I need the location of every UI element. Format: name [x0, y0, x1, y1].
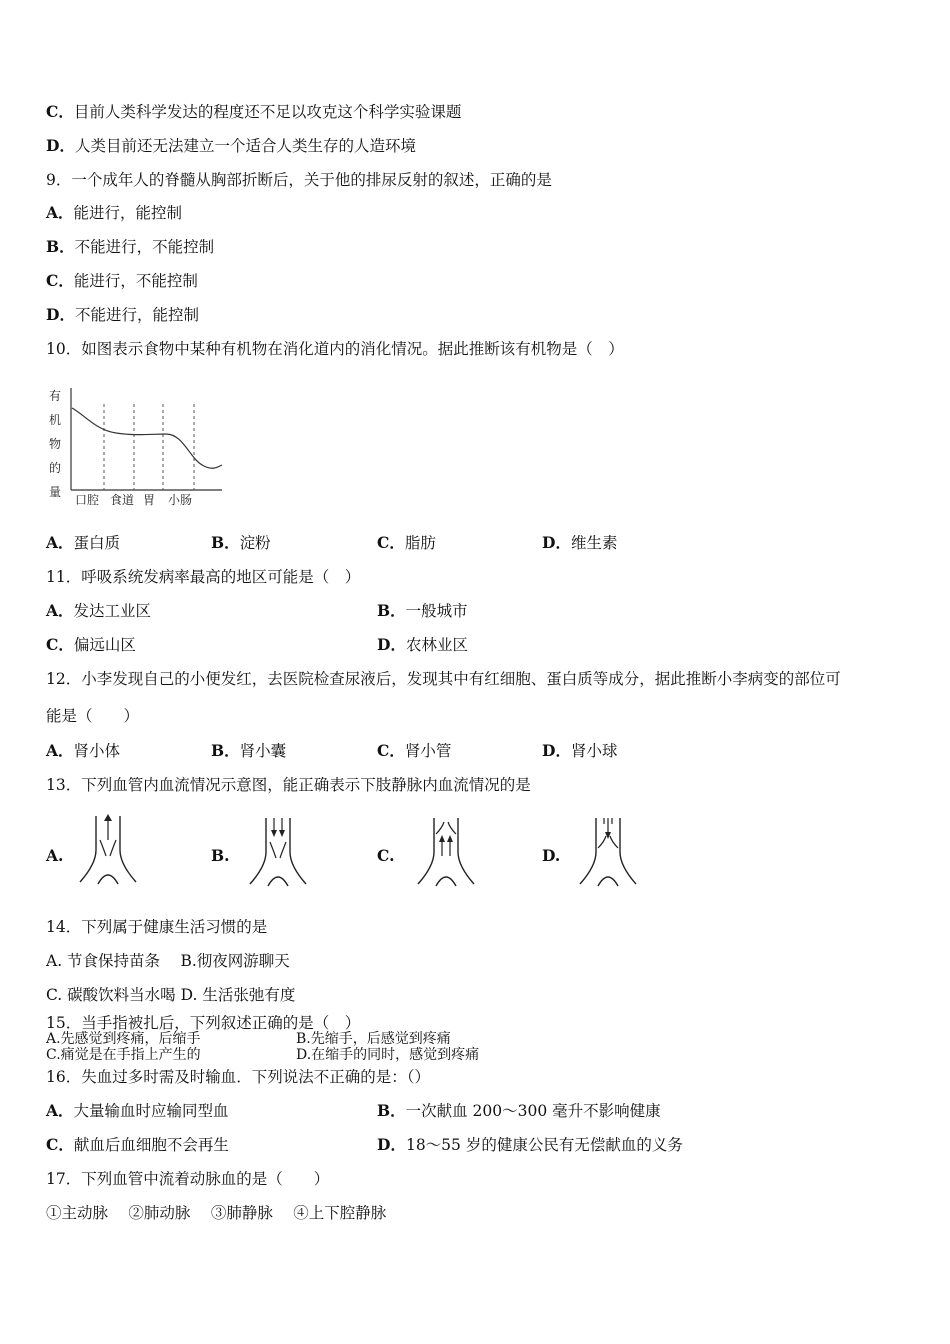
q12-option-c	[377, 741, 451, 761]
q12-option-a-letter: A．	[46, 741, 74, 760]
q8-option-c	[46, 102, 461, 122]
q16-option-b-letter: B．	[377, 1101, 406, 1120]
q12-option-b	[211, 741, 286, 761]
q13-vessel-a	[76, 810, 140, 886]
q9-option-a-letter: A．	[46, 203, 74, 222]
q8-option-c-text: 目前人类科学发达的程度还不足以攻克这个科学实验课题	[73, 103, 462, 121]
q17-stem: 17．下列血管中流着动脉血的是（ ）	[46, 1170, 330, 1188]
q16-option-b	[377, 1101, 661, 1121]
q10-digestion-chart	[44, 382, 234, 512]
q9-option-c-text: 能进行，不能控制	[73, 272, 198, 290]
q9-option-b-text: 不能进行，不能控制	[74, 238, 215, 256]
q10-ylabel-1: 机	[49, 413, 62, 427]
q15-option-d: D.在缩手的同时，感觉到疼痛	[296, 1047, 480, 1063]
q10-option-c	[377, 533, 436, 553]
q8-option-d-letter: D．	[46, 136, 75, 155]
q12-option-c-text: 肾小管	[404, 742, 452, 760]
q14-options-row2: C. 碳酸饮料当水喝 D. 生活张弛有度	[46, 986, 296, 1004]
q10-curve	[72, 408, 222, 468]
q10-option-c-letter: C．	[377, 533, 405, 552]
q13-vessel-d	[576, 812, 640, 888]
q11-option-a-letter: A．	[46, 601, 74, 620]
q11-option-d-letter: D．	[377, 635, 406, 654]
q16-option-d-letter: D．	[377, 1135, 406, 1154]
q13-option-b-letter: B.	[211, 846, 230, 865]
q10-option-c-text: 脂肪	[404, 534, 436, 552]
q10-xlabel-2: 胃	[143, 493, 156, 507]
q8-option-d	[46, 136, 416, 156]
q10-xlabel-1: 食道	[110, 493, 135, 507]
q10-option-a-text: 蛋白质	[73, 534, 121, 552]
q8-option-d-text: 人类目前还无法建立一个适合人类生存的人造环境	[74, 137, 416, 155]
q9-option-d-text: 不能进行，能控制	[74, 306, 199, 324]
q11-option-c	[46, 635, 136, 655]
q12-option-c-letter: C．	[377, 741, 405, 760]
q11-stem: 11．呼吸系统发病率最高的地区可能是（ ）	[46, 568, 361, 586]
q9-option-d-letter: D．	[46, 305, 75, 324]
q12-option-d-letter: D．	[542, 741, 571, 760]
q9-option-a-text: 能进行，能控制	[73, 204, 183, 222]
q16-option-a	[46, 1101, 229, 1121]
q8-option-c-letter: C．	[46, 102, 74, 121]
q12-option-b-letter: B．	[211, 741, 240, 760]
q11-option-c-text: 偏远山区	[73, 636, 136, 654]
q10-option-a	[46, 533, 120, 553]
q12-option-a-text: 肾小体	[73, 742, 121, 760]
q12-option-d	[542, 741, 617, 761]
q11-option-c-letter: C．	[46, 635, 74, 654]
q10-stem: 10．如图表示食物中某种有机物在消化道内的消化情况。据此推断该有机物是（ ）	[46, 340, 624, 358]
q16-option-c-letter: C．	[46, 1135, 74, 1154]
q16-option-d	[377, 1135, 683, 1155]
q10-ylabel-0: 有	[49, 389, 62, 403]
q12-stem-line1: 12．小李发现自己的小便发红，去医院检查尿液后，发现其中有红细胞、蛋白质等成分，据此推断小李病变的部位可	[46, 670, 841, 688]
q10-option-b-text: 淀粉	[239, 534, 271, 552]
q12-option-d-text: 肾小球	[570, 742, 618, 760]
q13-option-a-letter: A.	[46, 846, 64, 865]
q9-option-c	[46, 271, 198, 291]
q15-option-c: C.痛觉是在手指上产生的	[46, 1047, 201, 1063]
q11-option-b-text: 一般城市	[405, 602, 468, 620]
q9-option-b-letter: B．	[46, 237, 75, 256]
q10-xlabel-0: 口腔	[75, 493, 100, 507]
q9-option-b	[46, 237, 214, 257]
q12-option-b-text: 肾小囊	[239, 742, 287, 760]
q11-option-d	[377, 635, 468, 655]
q13-option-d-letter: D.	[542, 846, 561, 865]
q9-option-c-letter: C．	[46, 271, 74, 290]
q10-option-d-text: 维生素	[570, 534, 618, 552]
q16-option-b-text: 一次献血 200～300 毫升不影响健康	[405, 1102, 661, 1120]
q10-ylabel-3: 的	[49, 461, 62, 475]
q14-stem: 14．下列属于健康生活习惯的是	[46, 918, 268, 936]
q10-option-d	[542, 533, 617, 553]
q10-option-a-letter: A．	[46, 533, 74, 552]
q14-options-row1: A. 节食保持苗条 B.彻夜网游聊天	[46, 952, 290, 970]
q11-option-d-text: 农林业区	[405, 636, 468, 654]
q11-option-a	[46, 601, 151, 621]
q9-option-a	[46, 203, 182, 223]
q15-option-a: A.先感觉到疼痛，后缩手	[46, 1031, 201, 1047]
q11-option-b-letter: B．	[377, 601, 406, 620]
q15-stem: 15．当手指被扎后，下列叙述正确的是（ ）	[46, 1014, 361, 1032]
q16-option-a-letter: A．	[46, 1101, 74, 1120]
q16-option-c	[46, 1135, 229, 1155]
q10-xlabel-3: 小肠	[168, 493, 193, 507]
q11-option-b	[377, 601, 468, 621]
q16-option-c-text: 献血后血细胞不会再生	[73, 1136, 229, 1154]
q10-option-b-letter: B．	[211, 533, 240, 552]
q10-ylabel-4: 量	[49, 485, 62, 499]
q13-stem: 13．下列血管内血流情况示意图，能正确表示下肢静脉内血流情况的是	[46, 776, 531, 794]
q10-option-b	[211, 533, 271, 553]
q16-option-d-text: 18～55 岁的健康公民有无偿献血的义务	[405, 1136, 683, 1154]
q16-option-a-text: 大量输血时应输同型血	[73, 1102, 229, 1120]
q16-stem: 16．失血过多时需及时输血．下列说法不正确的是：（）	[46, 1068, 430, 1086]
q12-option-a	[46, 741, 120, 761]
q13-vessel-b	[246, 812, 310, 888]
q12-stem-line2: 能是（ ）	[46, 707, 140, 725]
q11-option-a-text: 发达工业区	[73, 602, 152, 620]
q9-stem: 9．一个成年人的脊髓从胸部折断后，关于他的排尿反射的叙述，正确的是	[46, 171, 552, 189]
q10-ylabel-2: 物	[49, 437, 62, 451]
q9-option-d	[46, 305, 199, 325]
q13-option-c-letter: C.	[377, 846, 395, 865]
q17-items: ①主动脉 ②肺动脉 ③肺静脉 ④上下腔静脉	[46, 1204, 387, 1222]
q10-option-d-letter: D．	[542, 533, 571, 552]
q13-vessel-c	[414, 812, 478, 888]
q15-option-b: B.先缩手，后感觉到疼痛	[296, 1031, 451, 1047]
